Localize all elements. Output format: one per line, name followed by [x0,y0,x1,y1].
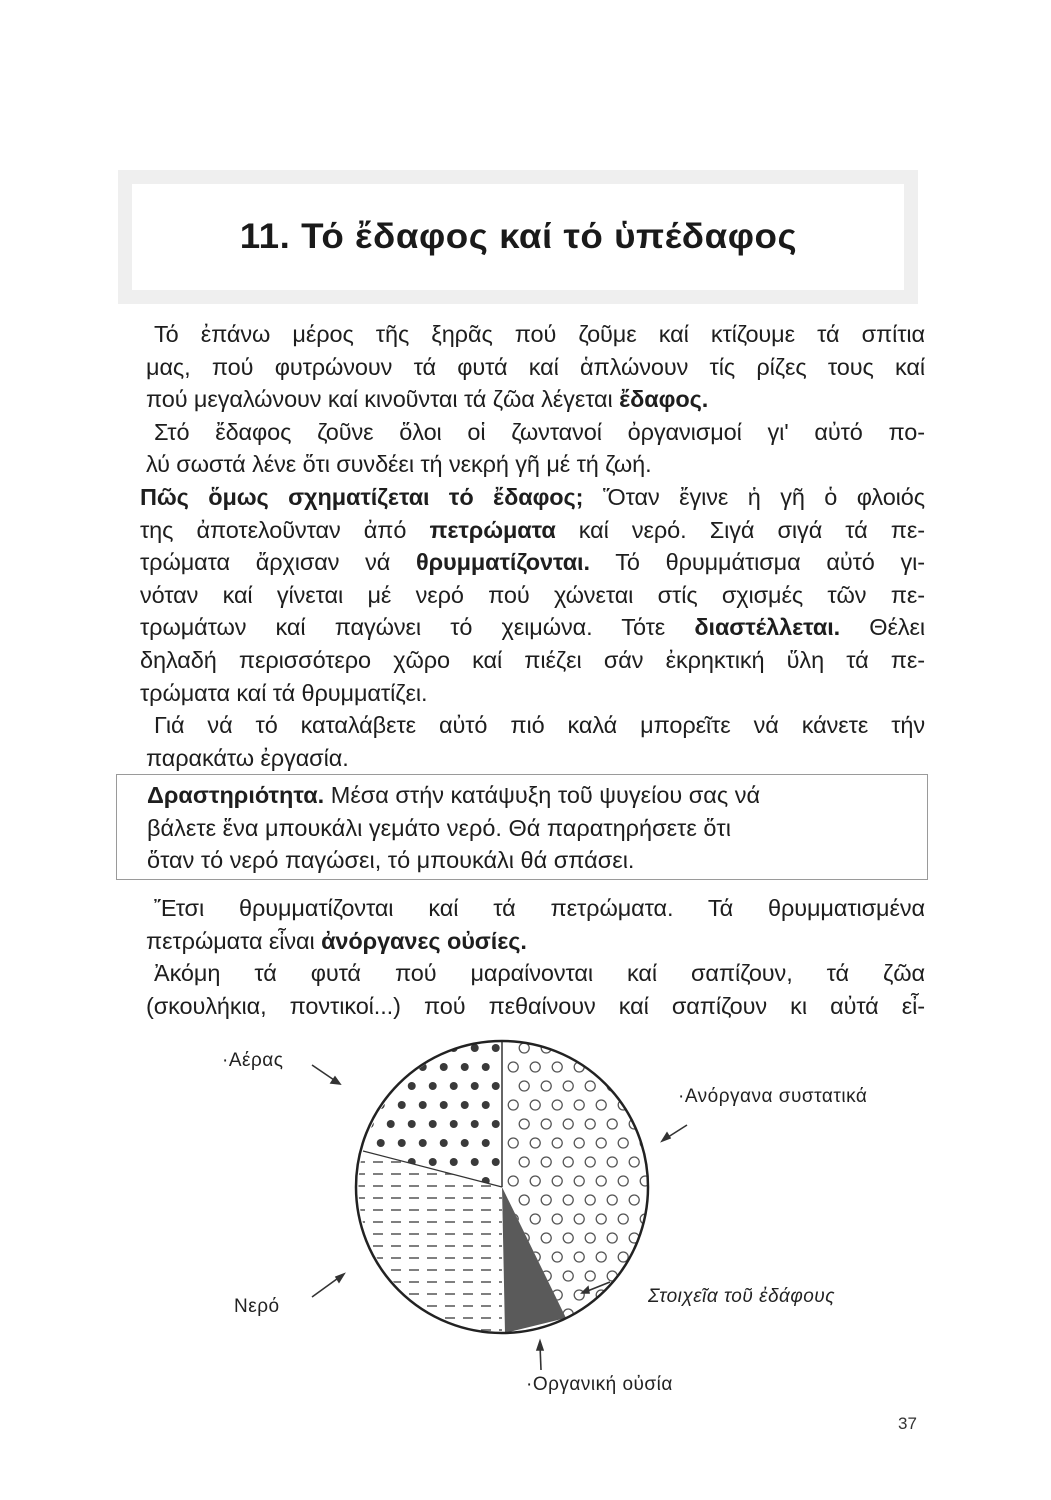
mineral-circle [574,1328,584,1338]
text-line: νόταν καί γίνεται μέ νερό πού χώνεται στίς σχισμές τῶν πε- [140,581,925,608]
text-line: Τό ἐπάνω μέρος τῆς ξηρᾶς πού ζοῦμε καί κτίζουμε τά σπίτια [154,321,925,347]
bold-term: πετρώματα [429,516,556,543]
text-fragment: πετρώματα εἶναι [146,927,322,954]
air-dot [398,1139,406,1147]
main-text-block [140,318,925,774]
air-dot [440,1139,448,1147]
mineral-circle [640,1100,650,1110]
paragraph-3 [140,481,925,709]
mineral-circle [596,1328,606,1338]
text-fragment: Θέλει [840,614,926,641]
air-dot [492,1044,500,1052]
mineral-circle [596,1062,606,1072]
air-dot [482,1139,490,1147]
air-dot [471,1158,479,1166]
activity-label: Δραστηριότητα. [147,782,325,808]
label-organic: ·Οργανική οὐσία [526,1374,673,1395]
air-dot [482,1101,490,1109]
mineral-circle [629,1309,639,1319]
air-dot [450,1120,458,1128]
air-dot [387,1044,395,1052]
air-dot [419,1139,427,1147]
text-line: (σκουλήκια, ποντικοί...) πού πεθαίνουν καί σαπίζουν κι αὐτά εἶ- [146,992,925,1019]
text-line: δηλαδή περισσότερο χῶρο καί πιέζει σάν ἐκρηκτική ὕλη τά πε- [140,646,925,673]
mineral-circle [618,1290,628,1300]
mineral-circle [585,1309,595,1319]
text-line: Ἀκόμη τά φυτά πού μαραίνονται καί σαπίζουν, τά ζῶα [154,960,925,987]
mineral-circle [629,1043,639,1053]
air-dot [450,1082,458,1090]
mineral-circle [640,1252,650,1262]
mineral-circle [552,1328,562,1338]
paragraph-6 [140,957,925,1022]
text-line [140,481,925,514]
air-dot [377,1139,385,1147]
text-line [140,925,925,958]
text-line: Γιά νά τό καταλάβετε αὐτό πιό καλά μπορεῖτε νά κάνετε τήν [154,712,925,739]
text-line [140,611,925,644]
air-dot [492,1082,500,1090]
air-dot [366,1082,374,1090]
mineral-circle [563,1043,573,1053]
chapter-title: 11. Τό ἔδαφος καί τό ὑπέδαφος [239,217,797,256]
bold-term: ἔδαφος. [619,386,709,413]
air-dot [366,1044,374,1052]
air-dot [461,1101,469,1109]
label-water: Νερό [234,1296,280,1317]
text-line: ὅταν τό νερό παγώσει, τό μπουκάλι θά σπάσει. [147,847,635,874]
text-fragment: της ἀποτελοῦνταν ἀπό [140,516,430,543]
air-dot [398,1101,406,1109]
air-dot [377,1063,385,1071]
bold-question: Πῶς ὅμως σχηματίζεται τό ἔδαφος; [140,483,584,510]
bold-term: θρυμματίζονται. [416,549,590,576]
paragraph-4 [140,709,925,774]
air-dot [471,1082,479,1090]
lower-text-block [140,892,925,1022]
label-soil-elements: Στοιχεῖα τοῦ ἐδάφους [648,1286,835,1307]
mineral-circle [618,1062,628,1072]
air-dot [408,1120,416,1128]
text-fragment: καί νερό. Σιγά σιγά τά πε- [555,516,925,543]
air-dot [356,1101,364,1109]
title-box [118,170,918,304]
text-line: λύ σωστά λένε ὅτι συνδέει τή νεκρή γῆ μέ τή ζωή. [146,451,652,478]
text-line [140,546,925,579]
air-dot [429,1044,437,1052]
mineral-circle [640,1328,650,1338]
text-fragment: πού μεγαλώνουν καί κινοῦνται τά ζῶα λέγεται [146,386,620,413]
soil-pie-diagram [0,1020,1051,1410]
text-fragment: Ὅταν ἔγινε ἡ γῆ ὁ φλοιός [583,483,925,510]
text-fragment: τρωμάτων καί παγώνει τό χειμώνα. Τότε [140,614,695,641]
text-line: Στό ἔδαφος ζοῦνε ὅλοι οἱ ζωντανοί ὀργανισμοί γι' αὐτό πο- [154,418,925,445]
page-number: 37 [898,1414,917,1433]
air-dot [356,1063,364,1071]
activity-box [116,774,928,880]
paragraph-1 [140,318,925,416]
mineral-circle [629,1271,639,1281]
text-line: παρακάτω ἐργασία. [146,744,349,771]
mineral-circle [585,1043,595,1053]
mineral-circle [629,1081,639,1091]
air-dot [429,1120,437,1128]
mineral-circle [607,1043,617,1053]
text-line: Ἔτσι θρυμματίζονται καί τά πετρώματα. Τά θρυμματισμένα [154,895,925,921]
air-dot [429,1158,437,1166]
paragraph-5 [140,892,925,957]
text-fragment: Μέσα στήν κατάψυξη τοῦ ψυγείου σας νά [324,782,761,808]
mineral-circle [640,1062,650,1072]
label-inorganic: ·Ανόργανα συστατικά [678,1086,868,1107]
air-dot [492,1158,500,1166]
air-dot [492,1120,500,1128]
text-line [147,779,911,812]
air-dot [450,1158,458,1166]
air-dot [440,1101,448,1109]
air-dot [482,1063,490,1071]
air-dot [429,1082,437,1090]
text-fragment: Τό θρυμμάτισμα αὐτό γι- [589,549,925,576]
air-dot [471,1120,479,1128]
text-line [140,383,925,416]
title-frame [132,184,904,290]
air-dot [408,1082,416,1090]
air-dot [461,1139,469,1147]
soil-composition-diagram [0,1020,1051,1410]
air-dot [440,1063,448,1071]
bold-term: ἀνόργανες οὐσίες. [321,927,527,954]
bold-term: διαστέλλεται. [694,614,841,641]
text-line: τρώματα καί τά θρυμματίζει. [140,679,428,706]
air-dot [398,1063,406,1071]
paragraph-2 [140,416,925,481]
air-dot [419,1101,427,1109]
text-line [140,514,925,547]
text-fragment: τρώματα ἄρχισαν νά [140,549,416,576]
text-line: μας, πού φυτρώνουν τά φυτά καί ἁπλώνουν τίς ρίζες τους καί [146,353,925,380]
air-dot [387,1120,395,1128]
air-dot [461,1063,469,1071]
air-dot [408,1044,416,1052]
label-air: ·Αέρας [222,1050,284,1071]
mineral-circle [607,1309,617,1319]
mineral-circle [618,1328,628,1338]
text-line: βάλετε ἕνα μπουκάλι γεμάτο νερό. Θά παρατηρήσετε ὅτι [147,814,731,841]
